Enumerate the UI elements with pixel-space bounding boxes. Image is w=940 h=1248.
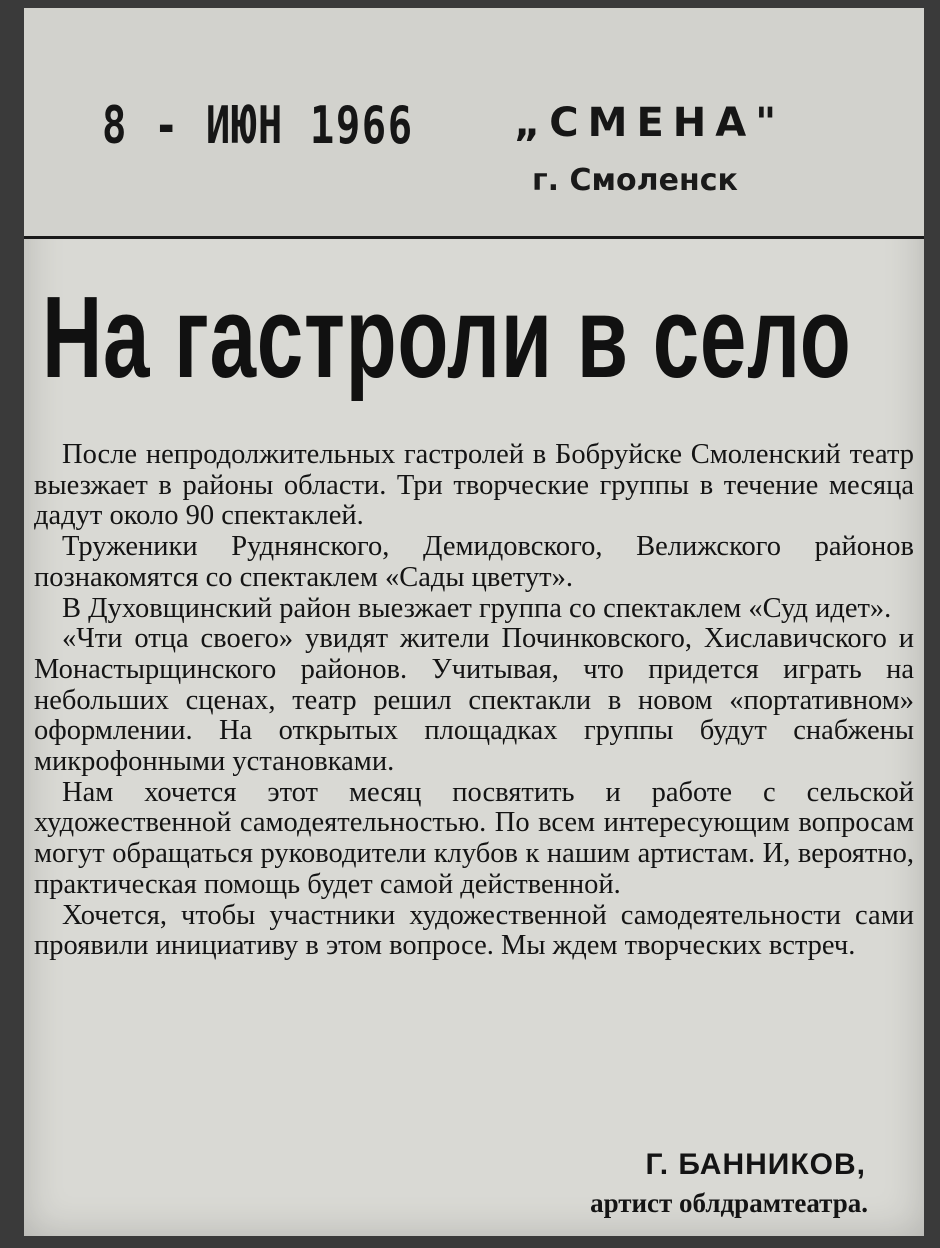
date-stamp: 8 - ИЮН 1966 xyxy=(102,96,414,156)
article-body xyxy=(34,440,914,962)
article-paragraph: «Чти отца своего» увидят жители Починковского, Хиславичского и Монастырщинского районов. Учитывая, что придется играть на небольших сценах, театр решил спектакли в новом «портативном» оформлении. На открытых площадках группы будут снабжены микрофонными установками. xyxy=(34,623,914,778)
header-divider xyxy=(24,236,924,239)
city-stamp: г. Смоленск xyxy=(532,163,738,198)
article-paragraph: После непродолжительных гастролей в Бобруйске Смоленский театр выезжает в районы области. Три творческие группы в течение месяца дадут около 90 спектаклей. xyxy=(34,439,914,532)
article-paragraph: Труженики Руднянского, Демидовского, Велижского районов познакомятся со спектаклем «Сады цветут». xyxy=(34,531,914,593)
author-name: Г. БАННИКОВ, xyxy=(645,1148,866,1181)
article-headline: На гастроли в село xyxy=(42,272,852,402)
article-paragraph: Хочется, чтобы участники художественной самодеятельности сами проявили инициативу в этом вопросе. Мы ждем творческих встреч. xyxy=(34,899,914,962)
article-paragraph: Нам хочется этот месяц посвятить и работе с сельской художественной самодеятельностью. По всем интересующим вопросам могут обращаться руководители клубов к нашим артистам. И, вероятно, практическая помощь будет самой действенной. xyxy=(34,776,914,900)
clipping-header xyxy=(24,8,924,236)
article-paragraph: В Духовщинский район выезжает группа со спектаклем «Суд идет». xyxy=(62,592,892,624)
newspaper-name-stamp: „СМЕНА" xyxy=(514,100,786,146)
newspaper-clipping xyxy=(24,8,924,1236)
author-role: артист облдрамтеатра. xyxy=(590,1188,868,1218)
